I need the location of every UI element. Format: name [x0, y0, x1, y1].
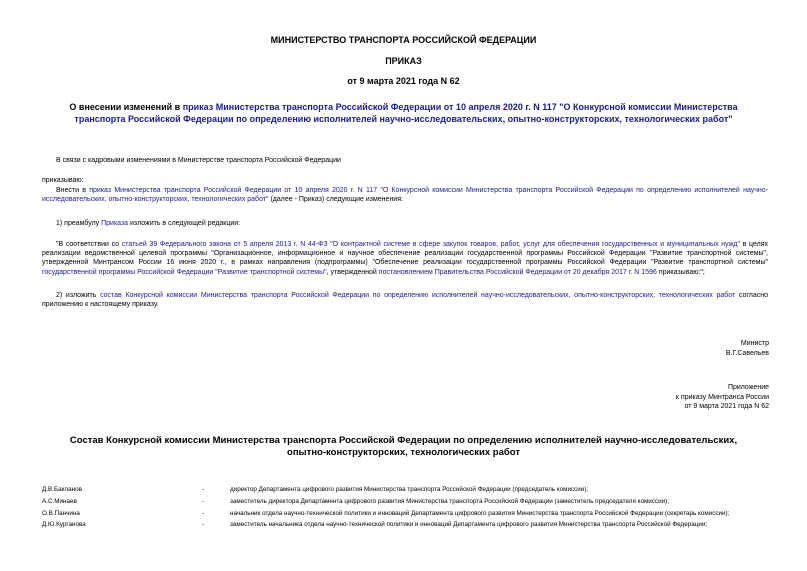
p1-order-link[interactable]: приказ Министерства транспорта Российской Федерации от 10 апреля 2020 г. N 117 "О Конкурсной комиссии Министерства транспорта Российской Федерации по определению исполнителей научно-исследовательских, опытно-конструкторских, технологических работ" — [42, 187, 769, 204]
p4-prefix: 2) изложить — [56, 292, 101, 299]
composition-title: Состав Конкурсной комиссии Министерства транспорта Российской Федерации по определению исполнителей научно-исследовательских, опытно-конструкторских, технологических работ — [69, 435, 738, 458]
p3-decree-link[interactable]: постановлением Правительства Российской Федерации от 20 декабря 2017 г. N 1596 — [378, 268, 657, 276]
ministry-title: МИНИСТЕРСТВО ТРАНСПОРТА РОССИЙСКОЙ ФЕДЕРАЦИИ — [270, 35, 537, 45]
appendix-line-1: Приложение — [727, 384, 769, 391]
member-position: начальник отдела научно-технической политики и инноваций Департамента цифрового развития Министерства транспорта Российской Федерации (секретарь комиссии); — [230, 510, 730, 517]
doc-type: ПРИКАЗ — [385, 56, 422, 66]
member-dash: - — [202, 521, 205, 528]
appendix-line-3: от 9 марта 2021 года N 62 — [684, 403, 769, 410]
signature-block — [469, 339, 769, 358]
p3-program-link[interactable]: государственной программы Российской Федерации "Развитие транспортной системы" — [42, 268, 327, 276]
p1-suffix: (далее - Приказ) следующие изменения: — [268, 196, 403, 204]
order-word: приказываю: — [42, 177, 84, 184]
member-name: Д.В.Бакланов — [42, 486, 82, 493]
member-position: заместитель директора Департамента цифрового развития Министерства транспорта Российской Федерации (заместитель председателя комиссии); — [230, 498, 669, 505]
p3-part-d: приказываю:"; — [656, 268, 705, 276]
p2-suffix: изложить в следующей редакции: — [128, 220, 241, 227]
p3-law-link[interactable]: статьей 39 Федерального закона от 5 апреля 2013 г. N 44-ФЗ "О контрактной системе в сфере закупок товаров, работ, услуг для обеспечения государственных и муниципальных нужд" — [121, 241, 740, 248]
p3-part-c: , утвержденной — [326, 268, 379, 276]
member-name: Д.Ю.Курганова — [42, 521, 86, 528]
signature-position: Министр — [740, 340, 769, 347]
intro-paragraph: В связи с кадровыми изменениями в Министерстве транспорта Российской Федерации — [56, 157, 341, 164]
member-dash: - — [202, 486, 205, 493]
p2-order-link[interactable]: Приказа — [101, 220, 129, 227]
member-position: директор Департамента цифрового развития Министерства транспорта Российской Федерации (председатель комиссии); — [230, 486, 589, 493]
appendix-line-2: к приказу Минтранса России — [675, 393, 769, 401]
p1-prefix: Внести в — [56, 187, 90, 194]
p3-part-b: в целях реализации ведомственной целевой программы "Организационное, информационное и научное обеспечение реализации государственной программы Российской Федерации "Развитие транспортной системы", утвержденной Минтрансом России 16 июня 2020 г., в рамках направления (подпрограммы) "Обеспечение реализации государственной программы Российской Федерации "Развитие транспортной системы" — [42, 241, 768, 267]
paragraph-3 — [42, 240, 768, 277]
p3-part-a: "В соответствии со — [56, 241, 122, 248]
p2-prefix: 1) преамбулу — [56, 220, 102, 227]
appendix-block — [469, 383, 769, 412]
paragraph-2 — [56, 219, 756, 228]
member-name: А.С.Минаев — [42, 498, 77, 505]
p4-composition-link[interactable]: состав Конкурсной комиссии Министерства транспорта Российской Федерации по определению исполнителей научно-исследовательских, опытно-конструкторских, технологических работ — [100, 292, 736, 299]
member-row — [42, 485, 782, 495]
member-dash: - — [202, 498, 205, 505]
member-row — [42, 497, 782, 507]
order-subject — [48, 101, 759, 125]
paragraph-1 — [42, 186, 768, 204]
member-row — [42, 520, 782, 530]
p4-suffix: согласно приложению к настоящему приказу. — [42, 292, 768, 309]
signature-name: В.Г.Савельев — [725, 349, 769, 357]
member-dash: - — [202, 510, 205, 517]
member-position: заместитель начальника отдела научно-технической политики и инноваций Департамента цифрового развития Министерства транспорта Российской Федерации; — [230, 521, 708, 528]
subject-prefix: О внесении изменений в — [69, 102, 183, 112]
member-name: О.В.Панчина — [42, 510, 80, 517]
paragraph-4 — [42, 291, 768, 309]
order-date-number: от 9 марта 2021 года N 62 — [347, 76, 460, 86]
subject-order-link[interactable]: приказ Министерства транспорта Российской Федерации от 10 апреля 2020 г. N 117 "О Конкурсной комиссии Министерства транспорта Российской Федерации по определению исполнителей научно-исследовательских, опытно-конструкторских, технологических работ" — [74, 102, 738, 124]
member-row — [42, 509, 782, 519]
